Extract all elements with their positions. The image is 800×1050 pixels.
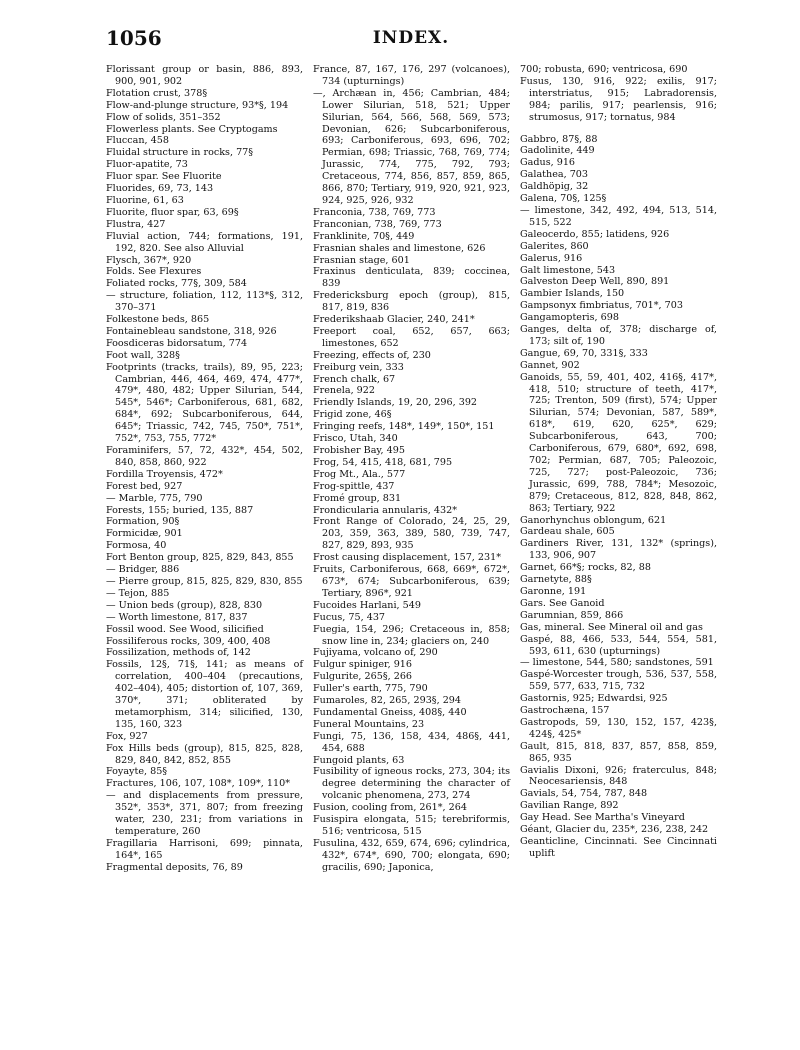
index-entry: Fusispira elongata, 515; terebriformis, 516; ventricosa, 515 [313,814,510,837]
index-entry: Fossiliferous rocks, 309, 400, 408 [106,635,271,647]
index-entry: Geanticline, Cincinnati. See Cincinnati uplift [520,836,717,859]
index-entry: Fredericksburg epoch (group), 815, 817, 819, 836 [313,290,510,314]
index-entry: Fruits, Carboniferous, 668, 669*, 672*, 673*, 674; Subcarboniferous, 639; Tertiary, 896*, 921 [313,564,510,599]
index-entry: Fragmental deposits, 76, 89 [106,861,243,873]
index-entry: Gay Head. See Martha's Vineyard [520,812,685,824]
index-entry: Foosdiceras bidorsatum, 774 [106,337,248,349]
index-entry: Gaspé, 88, 466, 533, 544, 554, 581, 593, 611, 630 (upturnings) [520,633,717,657]
index-column-left [106,64,303,1030]
index-entry: Gangamopteris, 698 [520,312,619,324]
index-entry: Fulgur spiniger, 916 [313,659,413,671]
index-entry: Fluorite, fluor spar, 63, 69§ [106,206,239,218]
index-entry: Folds. See Flexures [106,266,202,278]
index-entry: Frondicularia annularis, 432* [313,504,457,516]
index-entry: Fringing reefs, 148*, 149*, 150*, 151 [313,421,495,433]
index-entry: Frog, 54, 415, 418, 681, 795 [313,456,453,468]
index-entry: Formicidæ, 901 [106,528,183,540]
index-entry: Fluor-apatite, 73 [106,159,188,171]
index-entry: Fuller's earth, 775, 790 [313,683,428,695]
index-entry: Fucus, 75, 437 [313,611,386,623]
index-entry: Gas, mineral. See Mineral oil and gas [520,621,703,633]
index-entry: — Pierre group, 815, 825, 829, 830, 855 [106,575,303,587]
index-entry: Foot wall, 328§ [106,349,180,361]
index-entry: Fraxinus denticulata, 839; coccinea, 839 [313,266,510,290]
index-entry: Gavials, 54, 754, 787, 848 [520,788,648,800]
index-entry: France, 87, 167, 176, 297 (volcanoes), 734 (upturnings) [313,64,510,87]
index-entry: Fluor spar. See Fluorite [106,171,222,183]
index-entry: Gampsonyx fimbriatus, 701*, 703 [520,300,683,312]
index-entry: Frisco, Utah, 340 [313,433,398,445]
index-entry: Franconian, 738, 769, 773 [313,218,442,230]
index-entry: Florissant group or basin, 886, 893, 900, 901, 902 [106,64,303,87]
index-entry: Gars. See Ganoid [520,597,605,609]
index-entry: Frobisher Bay, 495 [313,445,405,456]
index-entry: Gault, 815, 818, 837, 857, 858, 859, 865, 935 [520,740,717,764]
index-entry: Frost causing displacement, 157, 231* [313,552,502,564]
index-entry: Freiburg vein, 333 [313,361,404,373]
index-entry: Garnetyte, 88§ [520,574,592,586]
index-entry: Fundamental Gneiss, 408§, 440 [313,706,467,718]
index-entry: Flustra, 427 [106,218,166,230]
index-entry: Flow of solids, 351–352 [106,111,221,123]
index-entry: Garnet, 66*§; rocks, 82, 88 [520,562,651,574]
index-entry: Garumnian, 859, 866 [520,609,624,621]
index-entry: Franconia, 738, 769, 773 [313,206,436,218]
index-entry: —, Archæan in, 456; Cambrian, 484; Lower Silurian, 518, 521; Upper Silurian, 564, 566, 568, 569, 573; Devonian, 626; Subcarboniferous, 693; Carboniferous, 693, 696, 702; Permian, 698; Triassic, 768, 769, 774; Jurassic, 774, 775, 792, 793; Cretaceous, 774, 856, 857, 859, 865, 866, 870; Tertiary, 919, 920, 921, 923, 924, 925, 926, 932 [313,87,510,206]
index-entry: — structure, foliation, 112, 113*§, 312, 370–371 [106,290,303,314]
index-column-middle [313,64,510,1030]
index-entry: Fusus, 130, 916, 922; exilis, 917; interstriatus, 915; Labradorensis, 984; parilis, 917; pearlensis, 916; strumosus, 917; tornatus, 984 [520,75,717,123]
index-entry: Galeocerdo, 855; latidens, 926 [520,228,670,240]
index-entry: — Worth limestone, 817, 837 [106,611,248,623]
index-entry: Footprints (tracks, trails), 89, 95, 223; Cambrian, 446, 464, 469, 474, 477*, 479*, 480, 482; Upper Silurian, 544, 545*, 546*; Carboniferous, 681, 682, 684*, 692; Subcarboniferous, 644, 645*; Triassic, 742, 745, 750*, 751*, 752*, 753, 755, 772* [106,361,303,445]
index-entry: Formation, 90§ [106,516,180,528]
index-entry: Fox Hills beds (group), 815, 825, 828, 829, 840, 842, 852, 855 [106,742,303,766]
index-entry: Fluidal structure in rocks, 77§ [106,147,254,159]
index-entry: Fulgurite, 265§, 266 [313,671,413,683]
page-number: 1056 [106,26,162,50]
index-entry: Gardeau shale, 605 [520,526,615,538]
index-entry: Front Range of Colorado, 24, 25, 29, 203, 359, 363, 389, 580, 739, 747, 827, 829, 893, 935 [313,516,510,552]
index-entry: Forest bed, 927 [106,480,183,492]
index-entry: Freezing, effects of, 230 [313,349,431,361]
index-entry: Foraminifers, 57, 72, 432*, 454, 502, 840, 858, 860, 922 [106,445,303,468]
index-entry: Fluccan, 458 [106,135,169,147]
index-entry: — limestone, 342, 492, 494, 513, 514, 515, 522 [520,204,717,228]
index-entry: Funeral Mountains, 23 [313,718,425,730]
index-entry: Fujiyama, volcano of, 290 [313,647,438,659]
index-entry: Fossilization, methods of, 142 [106,647,251,659]
index-entry: Galveston Deep Well, 890, 891 [520,276,670,288]
index-entry: Frasnian stage, 601 [313,254,410,266]
index-entry: Fusibility of igneous rocks, 273, 304; its degree determining the character of volcanic phenomena, 273, 274 [313,766,510,802]
index-entry: Géant, Glacier du, 235*, 236, 238, 242 [520,824,709,836]
index-entry: Foliated rocks, 77§, 309, 584 [106,278,247,290]
index-entry: Gastornis, 925; Edwardsi, 925 [520,693,668,705]
index-entry: Fumaroles, 82, 265, 293§, 294 [313,695,462,707]
index-entry: Flotation crust, 378§ [106,87,208,99]
index-entry: Flysch, 367*, 920 [106,254,192,266]
index-entry: Ganoids, 55, 59, 401, 402, 416§, 417*, 418, 510; structure of teeth, 417*, 725; Trenton, 509 (first), 574; Upper Silurian, 574; Devonian, 587, 589*, 618*, 619, 620, 625*, 629; Subcarboniferous, 643, 700; Carboniferous, 679, 680*, 692, 698, 702; Permian, 687, 705; Paleozoic, 725, 727; post-Paleozoic, 736; Jurassic, 699, 788, 784*; Mesozoic, 879; Cretaceous, 812, 828, 848, 862, 863; Tertiary, 922 [520,371,717,514]
index-entry: Fossils, 12§, 71§, 141; as means of correlation, 400–404 (precautions, 402–404), 405; distortion of, 107, 369, 370*, 371; obliterated by metamorphism, 314; silicified, 130, 135, 160, 323 [106,659,303,730]
index-entry: Freeport coal, 652, 657, 663; limestones, 652 [313,325,510,349]
index-entry: 700; robusta, 690; ventricosa, 690 [520,64,688,75]
index-entry: — Marble, 775, 790 [106,492,203,504]
index-entry: Galerites, 860 [520,240,589,252]
index-entry: Fungi, 75, 136, 158, 434, 486§, 441, 454, 688 [313,730,510,754]
index-entry: Fungoid plants, 63 [313,754,405,766]
index-entry: Gastrochæna, 157 [520,705,610,717]
index-entry: Foyayte, 85§ [106,766,168,778]
index-entry: Galt limestone, 543 [520,264,616,276]
page-header [106,26,716,50]
index-entry: Galdhöpig, 32 [520,181,589,193]
index-entry: Fossil wood. See Wood, silicified [106,623,264,635]
index-entry: Fusion, cooling from, 261*, 264 [313,802,467,814]
index-entry: Ganges, delta of, 378; discharge of, 173; silt of, 190 [520,324,717,347]
index-entry: Flow-and-plunge structure, 93*§, 194 [106,99,289,111]
index-entry: Gavialis Dixoni, 926; fraterculus, 848; Neocesariensis, 848 [520,764,717,788]
index-entry: — limestone, 544, 580; sandstones, 591 [520,657,714,669]
page-title: INDEX. [372,28,450,48]
index-entry: Galathea, 703 [520,169,589,181]
index-entry: Flowerless plants. See Cryptogams [106,123,278,135]
index-entry: Fox, 927 [106,730,148,742]
index-entry: Fuegia, 154, 296; Cretaceous in, 858; snow line in, 234; glaciers on, 240 [313,623,510,647]
index-entry: Friendly Islands, 19, 20, 296, 392 [313,397,478,409]
index-entry: Garonne, 191 [520,585,587,597]
index-entry: Gavilian Range, 892 [520,800,619,812]
index-entry: Frog-spittle, 437 [313,480,395,492]
index-entry: Fractures, 106, 107, 108*, 109*, 110* [106,778,291,790]
index-entry: Fordilla Troyensis, 472* [106,468,223,480]
index-entry: Fluorides, 69, 73, 143 [106,183,214,195]
index-entry: Gardiners River, 131, 132* (springs), 133, 906, 907 [520,538,717,562]
index-entry: Gabbro, 87§, 88 [520,133,598,145]
index-entry: Frigid zone, 46§ [313,409,392,421]
index-entry: Frederikshaab Glacier, 240, 241* [313,314,475,326]
index-entry: Frasnian shales and limestone, 626 [313,242,486,254]
index-entry: Galena, 70§, 125§ [520,193,607,205]
index-entry: Galerus, 916 [520,252,583,264]
index-entry: Ganorhynchus oblongum, 621 [520,514,667,526]
index-entry: Gannet, 902 [520,359,580,371]
index-entry: Fragillaria Harrisoni, 699; pinnata, 164*, 165 [106,837,303,861]
index-entry: Fucoides Harlani, 549 [313,599,421,611]
index-column-right [520,64,717,1030]
index-entry: French chalk, 67 [313,373,396,385]
index-entry: Frenela, 922 [313,385,375,397]
index-entry: — and displacements from pressure, 352*, 353*, 371, 807; from freezing water, 230, 231; from variations in temperature, 260 [106,790,303,837]
index-entry: Folkestone beds, 865 [106,314,210,326]
index-entry: Gangue, 69, 70, 331§, 333 [520,347,648,359]
index-entry: Frog Mt., Ala., 577 [313,468,406,480]
index-entry: — Union beds (group), 828, 830 [106,599,263,611]
index-entry: Forests, 155; buried, 135, 887 [106,504,254,516]
index-columns [106,64,718,1030]
index-entry: Gadus, 916 [520,157,576,169]
index-entry: Gambier Islands, 150 [520,288,625,300]
index-entry: — Tejon, 885 [106,587,170,599]
index-entry: Fluorine, 61, 63 [106,194,184,206]
index-entry: Fort Benton group, 825, 829, 843, 855 [106,552,294,564]
index-entry: Gaspé-Worcester trough, 536, 537, 558, 559, 577, 633, 715, 732 [520,669,717,693]
index-entry: Franklinite, 70§, 449 [313,230,415,242]
index-entry: Fusulina, 432, 659, 674, 696; cylindrica, 432*, 674*, 690, 700; elongata, 690; gracilis, 690; Japonica, [313,837,510,873]
index-entry: Fromé group, 831 [313,492,402,504]
index-entry: Fluvial action, 744; formations, 191, 192, 820. See also Alluvial [106,230,303,254]
index-entry: Gadolinite, 449 [520,145,595,157]
index-entry: — Bridger, 886 [106,564,180,576]
index-entry: Fontainebleau sandstone, 318, 926 [106,325,277,337]
index-entry: Gastropods, 59, 130, 152, 157, 423§, 424§, 425* [520,716,717,740]
index-entry: Formosa, 40 [106,540,167,552]
